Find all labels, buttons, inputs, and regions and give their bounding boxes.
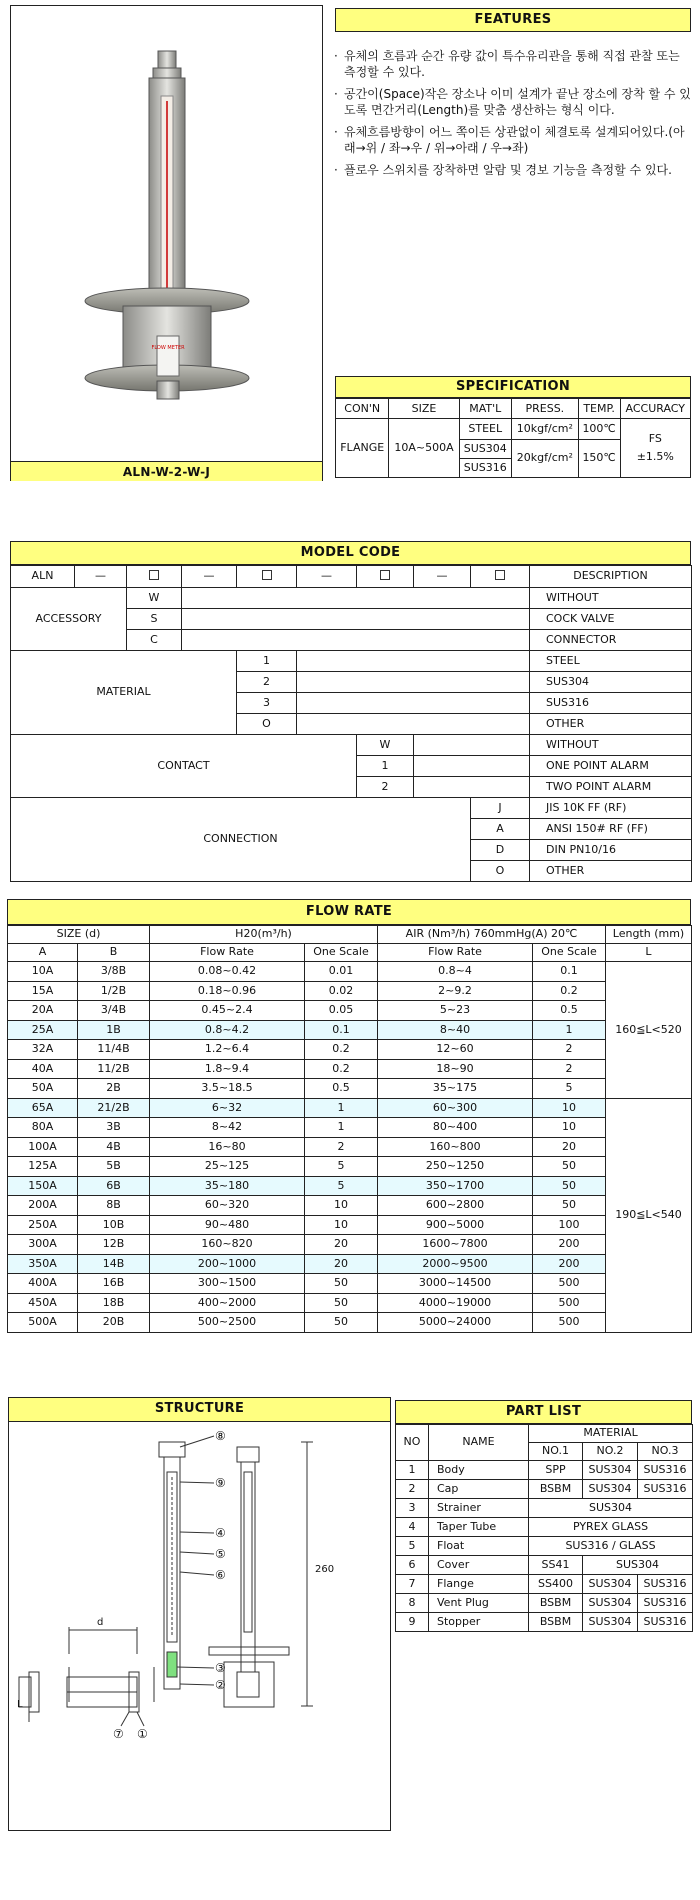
spec-table bbox=[335, 398, 691, 478]
flow-rate-cell: 0.45~2.4 bbox=[150, 1001, 305, 1021]
mc-code: A bbox=[471, 819, 530, 840]
mc-code: W bbox=[127, 588, 182, 609]
part-list-cell: Vent Plug bbox=[429, 1594, 529, 1613]
spec-h-temp: TEMP. bbox=[578, 399, 620, 419]
mc-code: J bbox=[471, 798, 530, 819]
flow-rate-cell: 50 bbox=[305, 1274, 378, 1294]
flow-rate-title: FLOW RATE bbox=[7, 899, 691, 925]
product-photo-box bbox=[10, 5, 323, 481]
spec-h-conn: CON'N bbox=[336, 399, 389, 419]
callout-2: ② bbox=[215, 1678, 226, 1692]
flow-rate-cell: 3000~14500 bbox=[378, 1274, 533, 1294]
flow-rate-cell: 2 bbox=[533, 1059, 606, 1079]
flow-rate-cell: 100A bbox=[8, 1137, 78, 1157]
feature-item: · 공간이(Space)작은 장소나 이미 설계가 끝난 장소에 장착 할 수 있도록 면간거리(Length)를 맞춤 생산하는 형식 이다. bbox=[332, 86, 692, 118]
flow-rate-cell: 350A bbox=[8, 1254, 78, 1274]
mc-h-dash: — bbox=[182, 566, 237, 588]
flow-rate-cell: 10 bbox=[533, 1118, 606, 1138]
part-list-cell: BSBM bbox=[529, 1480, 583, 1499]
table-row bbox=[8, 1118, 692, 1138]
flow-rate-cell: 1/2B bbox=[78, 981, 150, 1001]
flow-rate-cell: 40A bbox=[8, 1059, 78, 1079]
flow-rate-cell: 160~800 bbox=[378, 1137, 533, 1157]
part-list-cell: SUS304 bbox=[583, 1594, 638, 1613]
flow-rate-cell: 8B bbox=[78, 1196, 150, 1216]
fr-h-size: SIZE (d) bbox=[8, 926, 150, 944]
callout-9: ⑨ bbox=[215, 1476, 226, 1490]
pl-h-col: NO.1 bbox=[529, 1443, 583, 1461]
callout-1: ① bbox=[137, 1727, 148, 1741]
spec-temp-1: 100℃ bbox=[578, 419, 620, 439]
flow-rate-cell: 0.02 bbox=[305, 981, 378, 1001]
flow-rate-cell: 20 bbox=[533, 1137, 606, 1157]
flow-rate-cell: 0.8~4 bbox=[378, 962, 533, 982]
flow-rate-cell: 200~1000 bbox=[150, 1254, 305, 1274]
flow-rate-cell: 125A bbox=[8, 1157, 78, 1177]
part-list-cell: SUS304 bbox=[529, 1499, 693, 1518]
flow-rate-cell: 15A bbox=[8, 981, 78, 1001]
flow-rate-cell: 80A bbox=[8, 1118, 78, 1138]
spec-h-press: PRESS. bbox=[511, 399, 578, 419]
flow-rate-cell: 12~60 bbox=[378, 1040, 533, 1060]
mc-connection-label: CONNECTION bbox=[11, 798, 471, 882]
part-list-table bbox=[395, 1424, 693, 1632]
flow-rate-cell: 200A bbox=[8, 1196, 78, 1216]
meter-plate-label: FLOW METER bbox=[151, 345, 185, 351]
part-list-cell: 8 bbox=[396, 1594, 429, 1613]
part-list-cell: SUS304 bbox=[583, 1480, 638, 1499]
table-row bbox=[8, 1293, 692, 1313]
feature-item: · 유체의 흐름과 순간 유량 값이 특수유리관을 통해 직접 관찰 또는 측정할 수 있다. bbox=[332, 48, 692, 80]
mc-code: W bbox=[357, 735, 414, 756]
part-list-cell: Strainer bbox=[429, 1499, 529, 1518]
part-list-cell: Flange bbox=[429, 1575, 529, 1594]
flow-rate-cell: 200 bbox=[533, 1254, 606, 1274]
mc-desc: SUS304 bbox=[530, 672, 692, 693]
table-row bbox=[396, 1499, 693, 1518]
structure-title: STRUCTURE bbox=[9, 1398, 390, 1422]
fr-sub: B bbox=[78, 944, 150, 962]
flow-rate-cell: 5B bbox=[78, 1157, 150, 1177]
spec-press-2: 20kgf/cm² bbox=[511, 439, 578, 478]
flow-rate-cell: 5000~24000 bbox=[378, 1313, 533, 1333]
spec-h-accuracy: ACCURACY bbox=[620, 399, 690, 419]
flow-rate-cell: 1B bbox=[78, 1020, 150, 1040]
flow-rate-cell: 21/2B bbox=[78, 1098, 150, 1118]
flow-rate-body bbox=[8, 962, 692, 1333]
flow-rate-cell: 14B bbox=[78, 1254, 150, 1274]
part-list-cell: Cap bbox=[429, 1480, 529, 1499]
flow-rate-cell: 25A bbox=[8, 1020, 78, 1040]
callout-5: ⑤ bbox=[215, 1547, 226, 1561]
flow-rate-cell: 10B bbox=[78, 1215, 150, 1235]
flow-rate-cell: 0.08~0.42 bbox=[150, 962, 305, 982]
mc-desc: WITHOUT bbox=[530, 588, 692, 609]
flow-rate-cell: 1600~7800 bbox=[378, 1235, 533, 1255]
flow-rate-cell: 11/4B bbox=[78, 1040, 150, 1060]
flow-rate-cell: 50 bbox=[305, 1313, 378, 1333]
flow-rate-cell: 0.8~4.2 bbox=[150, 1020, 305, 1040]
part-list-cell: Cover bbox=[429, 1556, 529, 1575]
mc-desc: OTHER bbox=[530, 861, 692, 882]
product-photo bbox=[11, 6, 322, 456]
callout-6: ⑥ bbox=[215, 1568, 226, 1582]
table-row bbox=[396, 1575, 693, 1594]
flow-rate-cell: 90~480 bbox=[150, 1215, 305, 1235]
flow-rate-cell: 0.1 bbox=[533, 962, 606, 982]
part-list-cell: SS41 bbox=[529, 1556, 583, 1575]
spec-accuracy bbox=[620, 419, 690, 478]
callout-7: ⑦ bbox=[113, 1727, 124, 1741]
pl-h-col: NO.2 bbox=[583, 1443, 638, 1461]
flow-rate-cell: 3/4B bbox=[78, 1001, 150, 1021]
spec-h-size: SIZE bbox=[389, 399, 459, 419]
flow-rate-cell: 35~175 bbox=[378, 1079, 533, 1099]
flow-rate-cell: 3B bbox=[78, 1118, 150, 1138]
flow-rate-cell: 0.2 bbox=[533, 981, 606, 1001]
flow-rate-cell: 5 bbox=[305, 1157, 378, 1177]
part-list-cell: 7 bbox=[396, 1575, 429, 1594]
flow-rate-cell: 32A bbox=[8, 1040, 78, 1060]
flow-rate-cell: 50 bbox=[533, 1157, 606, 1177]
spec-temp-2: 150℃ bbox=[578, 439, 620, 478]
length-range-1: 160≦L<520 bbox=[606, 962, 692, 1099]
part-list-cell: 3 bbox=[396, 1499, 429, 1518]
flow-rate-cell: 400~2000 bbox=[150, 1293, 305, 1313]
structure-box bbox=[8, 1397, 391, 1831]
mc-h-box bbox=[237, 566, 297, 588]
fr-sub: One Scale bbox=[533, 944, 606, 962]
flow-rate-cell: 500 bbox=[533, 1313, 606, 1333]
flow-rate-cell: 0.1 bbox=[305, 1020, 378, 1040]
flow-rate-cell: 0.18~0.96 bbox=[150, 981, 305, 1001]
part-list-cell: PYREX GLASS bbox=[529, 1518, 693, 1537]
spec-mat-sus316: SUS316 bbox=[459, 458, 511, 477]
flow-rate-cell: 5 bbox=[533, 1079, 606, 1099]
flow-rate-cell: 10 bbox=[305, 1196, 378, 1216]
flow-rate-cell: 900~5000 bbox=[378, 1215, 533, 1235]
spec-press-1: 10kgf/cm² bbox=[511, 419, 578, 439]
features-list bbox=[332, 48, 692, 184]
flow-rate-cell: 250~1250 bbox=[378, 1157, 533, 1177]
mc-desc: DIN PN10/16 bbox=[530, 840, 692, 861]
length-range-2: 190≦L<540 bbox=[606, 1098, 692, 1332]
part-list-cell: SUS304 bbox=[583, 1575, 638, 1594]
part-list-cell: 1 bbox=[396, 1461, 429, 1480]
part-list-cell: Float bbox=[429, 1537, 529, 1556]
fr-sub: Flow Rate bbox=[378, 944, 533, 962]
model-code-title: MODEL CODE bbox=[10, 541, 691, 565]
flow-rate-cell: 2000~9500 bbox=[378, 1254, 533, 1274]
callout-8: ⑧ bbox=[215, 1429, 226, 1443]
mc-desc: COCK VALVE bbox=[530, 609, 692, 630]
part-list-cell: SPP bbox=[529, 1461, 583, 1480]
flow-rate-cell: 20A bbox=[8, 1001, 78, 1021]
part-list-cell: 5 bbox=[396, 1537, 429, 1556]
table-row bbox=[8, 1059, 692, 1079]
pl-h-no: NO bbox=[396, 1425, 429, 1461]
flow-rate-cell: 65A bbox=[8, 1098, 78, 1118]
dim-d: d bbox=[97, 1617, 104, 1628]
flow-rate-cell: 1 bbox=[533, 1020, 606, 1040]
flow-rate-cell: 0.5 bbox=[533, 1001, 606, 1021]
flow-rate-cell: 450A bbox=[8, 1293, 78, 1313]
mc-code: O bbox=[237, 714, 297, 735]
table-row bbox=[8, 1157, 692, 1177]
table-row bbox=[8, 1254, 692, 1274]
flow-rate-cell: 10 bbox=[305, 1215, 378, 1235]
flow-rate-cell: 2 bbox=[305, 1137, 378, 1157]
mc-h-aln: ALN bbox=[11, 566, 75, 588]
mc-desc: SUS316 bbox=[530, 693, 692, 714]
flow-rate-cell: 8~40 bbox=[378, 1020, 533, 1040]
flow-rate-cell: 200 bbox=[533, 1235, 606, 1255]
flow-rate-cell: 0.2 bbox=[305, 1059, 378, 1079]
table-row bbox=[396, 1613, 693, 1632]
spec-conn: FLANGE bbox=[336, 419, 389, 478]
part-list-cell: SUS316 bbox=[638, 1480, 693, 1499]
table-row bbox=[396, 1461, 693, 1480]
flow-rate-cell: 300~1500 bbox=[150, 1274, 305, 1294]
mc-desc: OTHER bbox=[530, 714, 692, 735]
flow-rate-cell: 35~180 bbox=[150, 1176, 305, 1196]
mc-code: 1 bbox=[237, 651, 297, 672]
mc-h-box bbox=[471, 566, 530, 588]
part-list-cell: Taper Tube bbox=[429, 1518, 529, 1537]
callout-4: ④ bbox=[215, 1526, 226, 1540]
flow-rate-table bbox=[7, 925, 692, 1333]
pl-h-name: NAME bbox=[429, 1425, 529, 1461]
pl-h-material: MATERIAL bbox=[529, 1425, 693, 1443]
flow-rate-cell: 18B bbox=[78, 1293, 150, 1313]
part-list-cell: SUS316 bbox=[638, 1613, 693, 1632]
mc-desc: WITHOUT bbox=[530, 735, 692, 756]
mc-code: D bbox=[471, 840, 530, 861]
spec-accuracy-pct: ±1.5% bbox=[636, 450, 674, 464]
dim-l: L bbox=[17, 1699, 23, 1710]
flow-rate-cell: 0.2 bbox=[305, 1040, 378, 1060]
pl-h-col: NO.3 bbox=[638, 1443, 693, 1461]
mc-h-description: DESCRIPTION bbox=[530, 566, 692, 588]
fr-sub: L bbox=[606, 944, 692, 962]
table-row bbox=[8, 1274, 692, 1294]
mc-code: 2 bbox=[357, 777, 414, 798]
table-row bbox=[8, 1215, 692, 1235]
fr-h-h2o: H20(m³/h) bbox=[150, 926, 378, 944]
flow-rate-cell: 6B bbox=[78, 1176, 150, 1196]
part-list-cell: SUS304 bbox=[583, 1461, 638, 1480]
fr-sub: Flow Rate bbox=[150, 944, 305, 962]
part-list-cell: 9 bbox=[396, 1613, 429, 1632]
flow-rate-cell: 350~1700 bbox=[378, 1176, 533, 1196]
flow-rate-cell: 600~2800 bbox=[378, 1196, 533, 1216]
part-list-cell: SUS316 / GLASS bbox=[529, 1537, 693, 1556]
part-list-body bbox=[396, 1461, 693, 1632]
part-list-title: PART LIST bbox=[395, 1400, 692, 1424]
part-list-cell: SUS316 bbox=[638, 1594, 693, 1613]
part-list-cell: SUS304 bbox=[583, 1613, 638, 1632]
table-row bbox=[8, 1137, 692, 1157]
structure-drawing bbox=[9, 1422, 390, 1830]
flow-rate-cell: 8~42 bbox=[150, 1118, 305, 1138]
mc-desc: TWO POINT ALARM bbox=[530, 777, 692, 798]
part-list-cell: 4 bbox=[396, 1518, 429, 1537]
flow-rate-cell: 2 bbox=[533, 1040, 606, 1060]
flow-rate-cell: 3.5~18.5 bbox=[150, 1079, 305, 1099]
model-label: ALN-W-2-W-J bbox=[11, 461, 322, 481]
flow-rate-cell: 50A bbox=[8, 1079, 78, 1099]
flow-rate-cell: 10A bbox=[8, 962, 78, 982]
mc-desc: ONE POINT ALARM bbox=[530, 756, 692, 777]
flow-rate-cell: 5~23 bbox=[378, 1001, 533, 1021]
flow-rate-cell: 3/8B bbox=[78, 962, 150, 982]
flow-rate-cell: 12B bbox=[78, 1235, 150, 1255]
flow-rate-cell: 300A bbox=[8, 1235, 78, 1255]
flow-rate-cell: 400A bbox=[8, 1274, 78, 1294]
table-row bbox=[396, 1537, 693, 1556]
table-row bbox=[8, 1079, 692, 1099]
flow-rate-cell: 50 bbox=[533, 1176, 606, 1196]
mc-h-box bbox=[357, 566, 414, 588]
table-row bbox=[8, 981, 692, 1001]
flow-rate-cell: 250A bbox=[8, 1215, 78, 1235]
mc-h-box bbox=[127, 566, 182, 588]
mc-code: S bbox=[127, 609, 182, 630]
part-list-cell: SUS316 bbox=[638, 1575, 693, 1594]
table-row bbox=[396, 1518, 693, 1537]
flow-rate-cell: 2~9.2 bbox=[378, 981, 533, 1001]
table-row bbox=[396, 1594, 693, 1613]
flow-rate-cell: 11/2B bbox=[78, 1059, 150, 1079]
table-row bbox=[8, 1176, 692, 1196]
flow-rate-cell: 16B bbox=[78, 1274, 150, 1294]
spec-h-matl: MAT'L bbox=[459, 399, 511, 419]
flow-rate-cell: 1.2~6.4 bbox=[150, 1040, 305, 1060]
flow-rate-cell: 500 bbox=[533, 1274, 606, 1294]
flow-rate-cell: 2B bbox=[78, 1079, 150, 1099]
flow-rate-cell: 16~80 bbox=[150, 1137, 305, 1157]
mc-material-label: MATERIAL bbox=[11, 651, 237, 735]
flow-rate-cell: 5 bbox=[305, 1176, 378, 1196]
part-list-cell: SS400 bbox=[529, 1575, 583, 1594]
table-row bbox=[8, 1001, 692, 1021]
spec-size: 10A~500A bbox=[389, 419, 459, 478]
mc-h-dash: — bbox=[414, 566, 471, 588]
mc-contact-label: CONTACT bbox=[11, 735, 357, 798]
spec-mat-steel: STEEL bbox=[459, 419, 511, 439]
mc-code: O bbox=[471, 861, 530, 882]
flow-rate-cell: 1 bbox=[305, 1118, 378, 1138]
flow-rate-cell: 80~400 bbox=[378, 1118, 533, 1138]
mc-h-dash: — bbox=[297, 566, 357, 588]
mc-code: C bbox=[127, 630, 182, 651]
mc-desc: CONNECTOR bbox=[530, 630, 692, 651]
dim-260: 260 bbox=[315, 1564, 335, 1575]
table-row bbox=[8, 1020, 692, 1040]
flow-rate-cell: 20 bbox=[305, 1254, 378, 1274]
flow-rate-cell: 4000~19000 bbox=[378, 1293, 533, 1313]
table-row bbox=[8, 1313, 692, 1333]
mc-code: 1 bbox=[357, 756, 414, 777]
part-list-cell: Stopper bbox=[429, 1613, 529, 1632]
table-row bbox=[8, 1196, 692, 1216]
mc-desc: STEEL bbox=[530, 651, 692, 672]
flow-rate-cell: 500~2500 bbox=[150, 1313, 305, 1333]
part-list-cell: BSBM bbox=[529, 1613, 583, 1632]
mc-code: 2 bbox=[237, 672, 297, 693]
flow-rate-cell: 18~90 bbox=[378, 1059, 533, 1079]
spec-accuracy-fs: FS bbox=[648, 432, 662, 446]
table-row bbox=[396, 1556, 693, 1575]
part-list-cell: BSBM bbox=[529, 1594, 583, 1613]
mc-desc: ANSI 150# RF (FF) bbox=[530, 819, 692, 840]
part-list-cell: SUS316 bbox=[638, 1461, 693, 1480]
flow-rate-cell: 20B bbox=[78, 1313, 150, 1333]
flow-rate-cell: 0.01 bbox=[305, 962, 378, 982]
table-row bbox=[8, 962, 692, 982]
fr-h-length: Length (mm) bbox=[606, 926, 692, 944]
mc-accessory-label: ACCESSORY bbox=[11, 588, 127, 651]
flow-rate-cell: 6~32 bbox=[150, 1098, 305, 1118]
flow-rate-cell: 10 bbox=[533, 1098, 606, 1118]
spec-mat-sus304: SUS304 bbox=[459, 439, 511, 458]
table-row bbox=[8, 1235, 692, 1255]
flow-rate-cell: 150A bbox=[8, 1176, 78, 1196]
flow-rate-cell: 60~320 bbox=[150, 1196, 305, 1216]
flow-rate-cell: 500A bbox=[8, 1313, 78, 1333]
flow-rate-cell: 160~820 bbox=[150, 1235, 305, 1255]
flow-rate-cell: 100 bbox=[533, 1215, 606, 1235]
flow-rate-cell: 0.5 bbox=[305, 1079, 378, 1099]
feature-item: · 유체흐름방향이 어느 쪽이든 상관없이 체결토록 설계되어있다.(아래→위 / 좌→우 / 위→아래 / 우→좌) bbox=[332, 124, 692, 156]
flow-rate-cell: 4B bbox=[78, 1137, 150, 1157]
mc-desc: JIS 10K FF (RF) bbox=[530, 798, 692, 819]
model-code-table bbox=[10, 565, 692, 882]
table-row bbox=[8, 1040, 692, 1060]
spec-title: SPECIFICATION bbox=[335, 376, 691, 398]
table-row bbox=[396, 1480, 693, 1499]
features-title: FEATURES bbox=[335, 8, 691, 32]
flow-rate-cell: 1.8~9.4 bbox=[150, 1059, 305, 1079]
flow-rate-cell: 0.05 bbox=[305, 1001, 378, 1021]
mc-code: 3 bbox=[237, 693, 297, 714]
mc-h-dash: — bbox=[75, 566, 127, 588]
part-list-cell: 2 bbox=[396, 1480, 429, 1499]
flow-rate-cell: 25~125 bbox=[150, 1157, 305, 1177]
flow-rate-cell: 60~300 bbox=[378, 1098, 533, 1118]
feature-item: · 플로우 스위치를 장착하면 알람 및 경보 기능을 측정할 수 있다. bbox=[332, 162, 692, 178]
flow-rate-cell: 500 bbox=[533, 1293, 606, 1313]
part-list-cell: 6 bbox=[396, 1556, 429, 1575]
table-row bbox=[8, 1098, 692, 1118]
part-list-cell: Body bbox=[429, 1461, 529, 1480]
part-list-cell: SUS304 bbox=[583, 1556, 693, 1575]
fr-sub: A bbox=[8, 944, 78, 962]
flow-rate-cell: 50 bbox=[533, 1196, 606, 1216]
fr-sub: One Scale bbox=[305, 944, 378, 962]
callout-3: ③ bbox=[215, 1661, 226, 1675]
flow-rate-cell: 50 bbox=[305, 1293, 378, 1313]
flow-rate-cell: 20 bbox=[305, 1235, 378, 1255]
flow-rate-cell: 1 bbox=[305, 1098, 378, 1118]
fr-h-air: AIR (Nm³/h) 760mmHg(A) 20℃ bbox=[378, 926, 606, 944]
